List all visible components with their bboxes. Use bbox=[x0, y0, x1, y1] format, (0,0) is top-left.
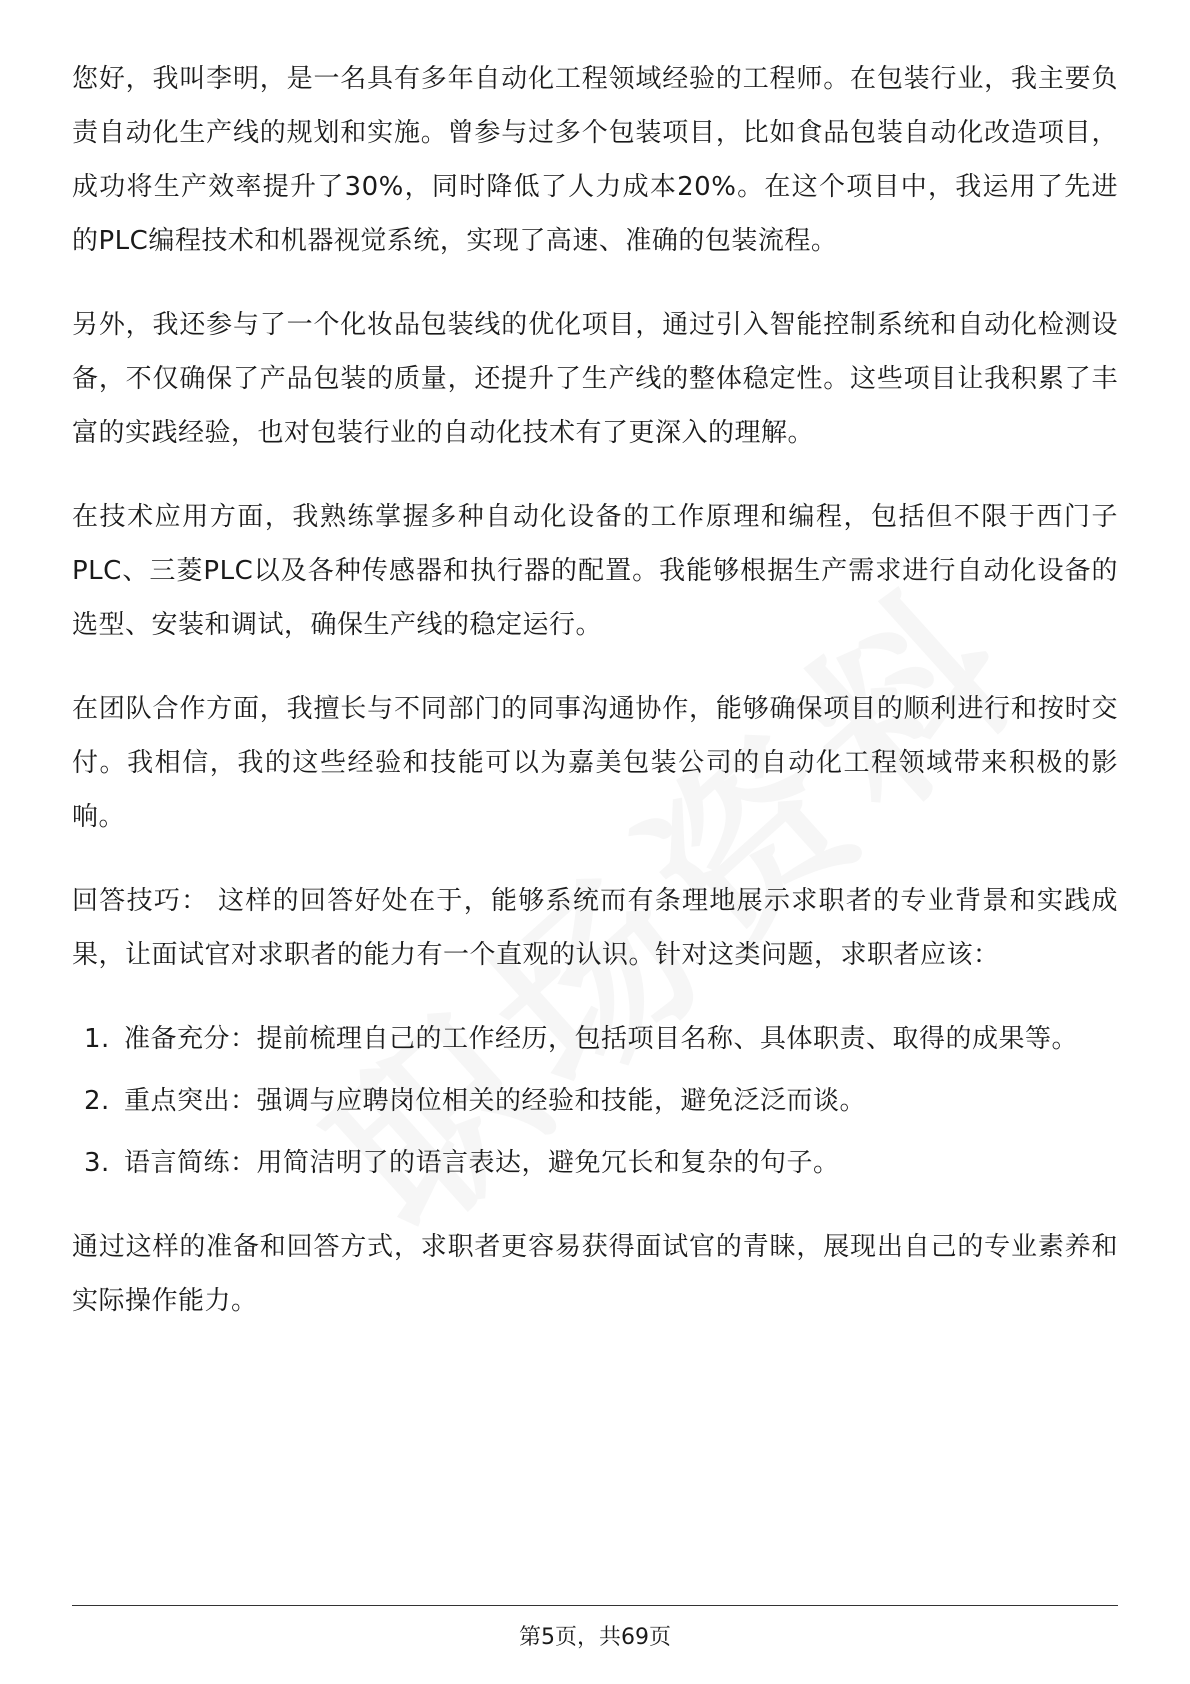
list-item bbox=[72, 1136, 1118, 1190]
paragraph-answer-tips: 回答技巧： 这样的回答好处在于，能够系统而有条理地展示求职者的专业背景和实践成果，让面试官对求职者的能力有一个直观的认识。针对这类问题，求职者应该： bbox=[72, 886, 1118, 970]
paragraph-closing: 通过这样的准备和回答方式，求职者更容易获得面试官的青睐，展现出自己的专业素养和实际操作能力。 bbox=[72, 1232, 1118, 1316]
list-text: 重点突出：强调与应聘岗位相关的经验和技能，避免泛泛而谈。 bbox=[124, 1086, 867, 1116]
document-page bbox=[72, 52, 1118, 1358]
list-text: 语言简练：用简洁明了的语言表达，避免冗长和复杂的句子。 bbox=[124, 1148, 840, 1178]
tips-list bbox=[72, 1012, 1118, 1190]
paragraph-technical-skills: 在技术应用方面，我熟练掌握多种自动化设备的工作原理和编程，包括但不限于西门子PLC、三菱PLC以及各种传感器和执行器的配置。我能够根据生产需求进行自动化设备的选型、安装和调试，确保生产线的稳定运行。 bbox=[72, 502, 1118, 640]
page-number: 第5页，共69页 bbox=[519, 1625, 671, 1650]
list-number: 3. bbox=[84, 1148, 110, 1178]
list-number: 2. bbox=[84, 1086, 110, 1116]
list-item bbox=[72, 1012, 1118, 1066]
paragraph-cosmetics-project: 另外，我还参与了一个化妆品包装线的优化项目，通过引入智能控制系统和自动化检测设备，不仅确保了产品包装的质量，还提升了生产线的整体稳定性。这些项目让我积累了丰富的实践经验，也对包装行业的自动化技术有了更深入的理解。 bbox=[72, 310, 1118, 448]
list-number: 1. bbox=[84, 1024, 110, 1054]
paragraph-teamwork: 在团队合作方面，我擅长与不同部门的同事沟通协作，能够确保项目的顺利进行和按时交付。我相信，我的这些经验和技能可以为嘉美包装公司的自动化工程领域带来积极的影响。 bbox=[72, 694, 1118, 832]
footer-divider bbox=[72, 1605, 1118, 1606]
list-text: 准备充分：提前梳理自己的工作经历，包括项目名称、具体职责、取得的成果等。 bbox=[124, 1024, 1079, 1054]
paragraph-intro: 您好，我叫李明，是一名具有多年自动化工程领域经验的工程师。在包装行业，我主要负责自动化生产线的规划和实施。曾参与过多个包装项目，比如食品包装自动化改造项目，成功将生产效率提升了30%，同时降低了人力成本20%。在这个项目中，我运用了先进的PLC编程技术和机器视觉系统，实现了高速、准确的包装流程。 bbox=[72, 64, 1118, 256]
list-item bbox=[72, 1074, 1118, 1128]
